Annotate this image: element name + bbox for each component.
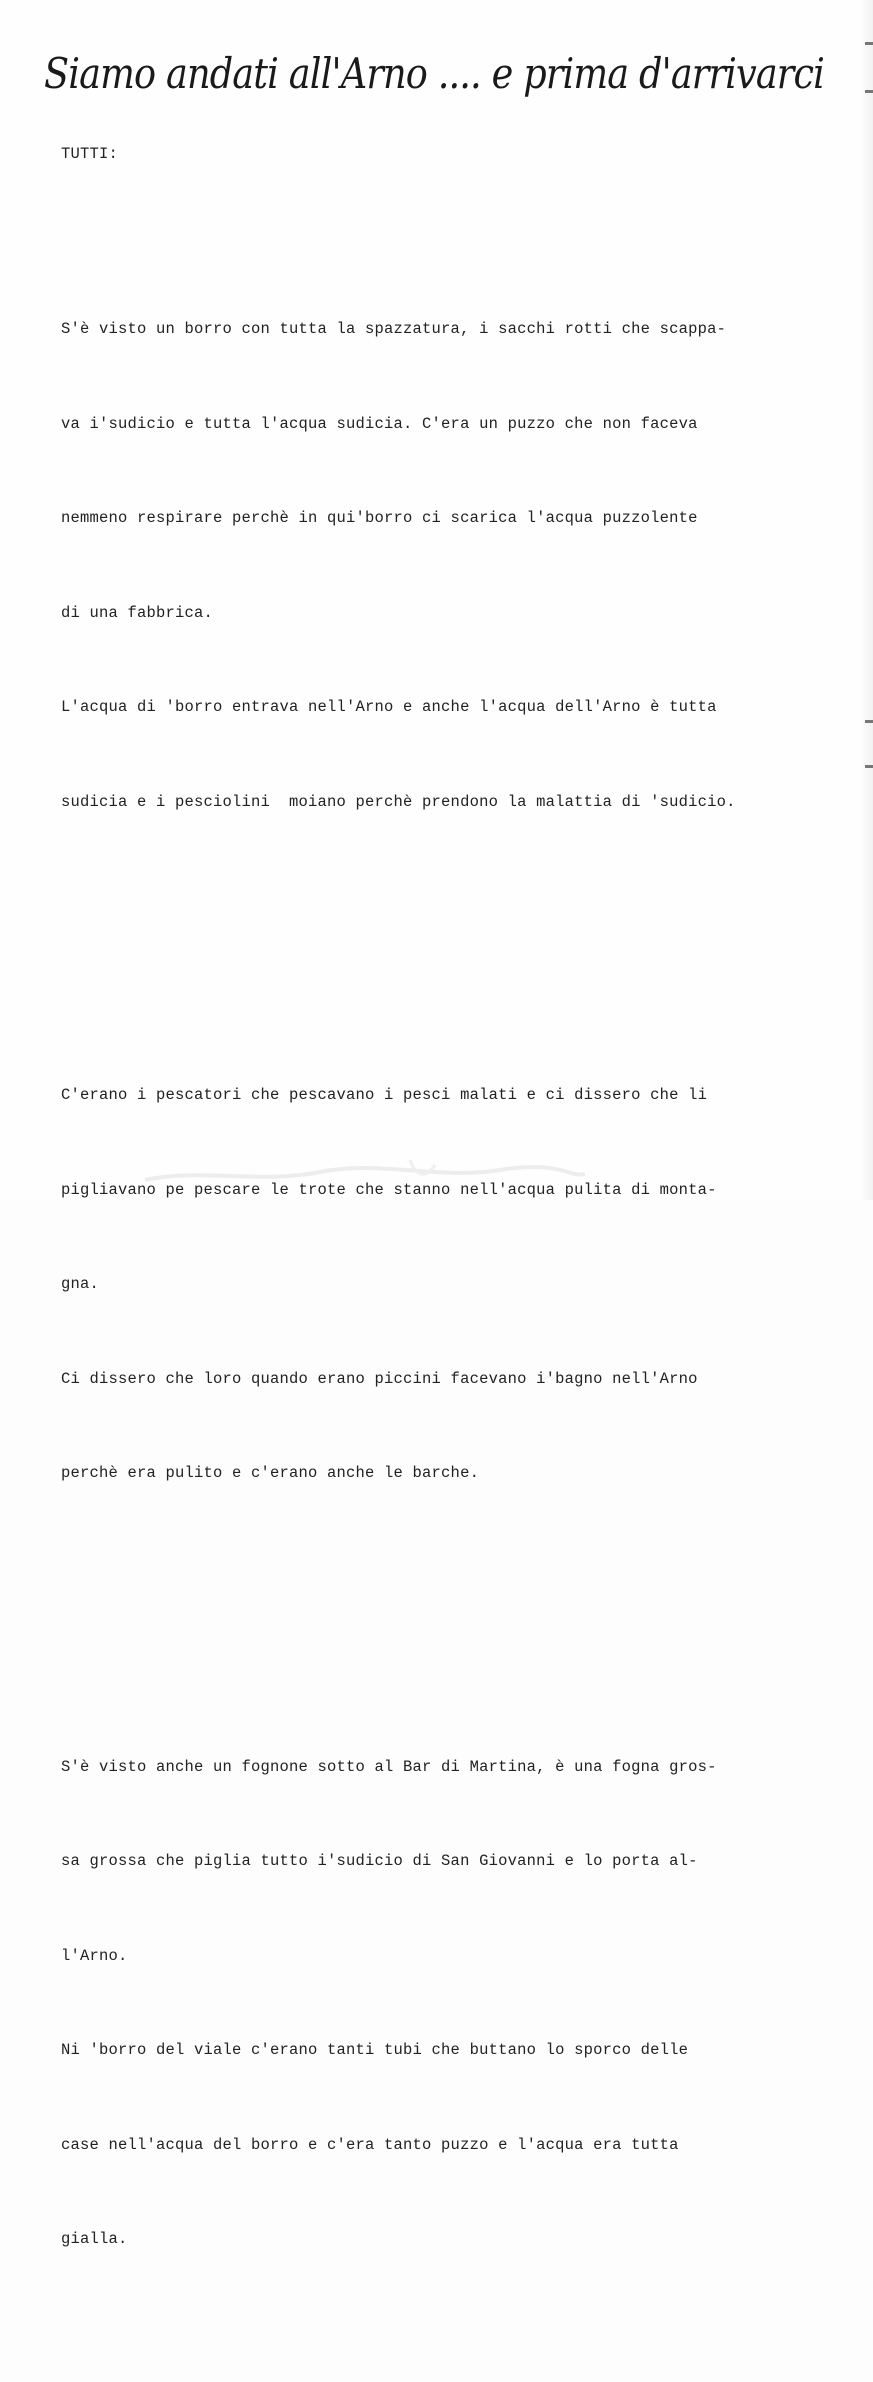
handwritten-title (44, 44, 834, 124)
edge-mark (865, 720, 873, 723)
text-line: S'è visto anche un fognone sotto al Bar di Martina, è una fogna gros- (61, 1757, 717, 1776)
title-text: Siamo andati all'Arno .... e prima d'arrivarci (44, 49, 824, 98)
text-line: Ni 'borro del viale c'erano tanti tubi che buttano lo sporco delle (61, 2041, 689, 2059)
edge-mark (865, 765, 873, 768)
text-line: di una fabbrica. (61, 603, 214, 622)
text-line: perchè era pulito e c'erano anche le barche. (61, 1464, 480, 1482)
paragraph-3 (61, 1689, 736, 2319)
text-line: gialla. (61, 2230, 128, 2248)
text-line: va i'sudicio e tutta l'acqua sudicia. C'era un puzzo che non faceva (61, 414, 698, 433)
text-line: pigliavano pe pescare le trote che stanno nell'acqua pulita di monta- (61, 1180, 717, 1199)
text-line: sudicia e i pesciolini moiano perchè prendono la malattia di 'sudicio. (61, 792, 736, 811)
text-line: gna. (61, 1275, 100, 1293)
edge-mark (865, 42, 873, 45)
page-edge-shadow (859, 0, 873, 1200)
text-line: L'acqua di 'borro entrava nell'Arno e anche l'acqua dell'Arno è tutta (61, 698, 717, 716)
edge-mark (865, 90, 873, 93)
text-line: Ci dissero che loro quando erano piccini facevano i'bagno nell'Arno (61, 1369, 698, 1388)
text-line: nemmeno respirare perchè in qui'borro ci scarica l'acqua puzzolente (61, 509, 698, 527)
body-text (61, 188, 736, 2382)
paragraph-2 (61, 1017, 736, 1553)
bleed-through-marks (140, 1150, 590, 1190)
speaker-heading: TUTTI: (61, 145, 119, 163)
text-line: l'Arno. (61, 1946, 128, 1965)
text-line: C'erano i pescatori che pescavano i pesci malati e ci dissero che li (61, 1086, 708, 1104)
paragraph-1 (61, 251, 736, 881)
text-line: case nell'acqua del borro e c'era tanto puzzo e l'acqua era tutta (61, 2135, 679, 2154)
text-line: sa grossa che piglia tutto i'sudicio di San Giovanni e lo porta al- (61, 1852, 698, 1870)
text-line: S'è visto un borro con tutta la spazzatura, i sacchi rotti che scappa- (61, 320, 727, 338)
